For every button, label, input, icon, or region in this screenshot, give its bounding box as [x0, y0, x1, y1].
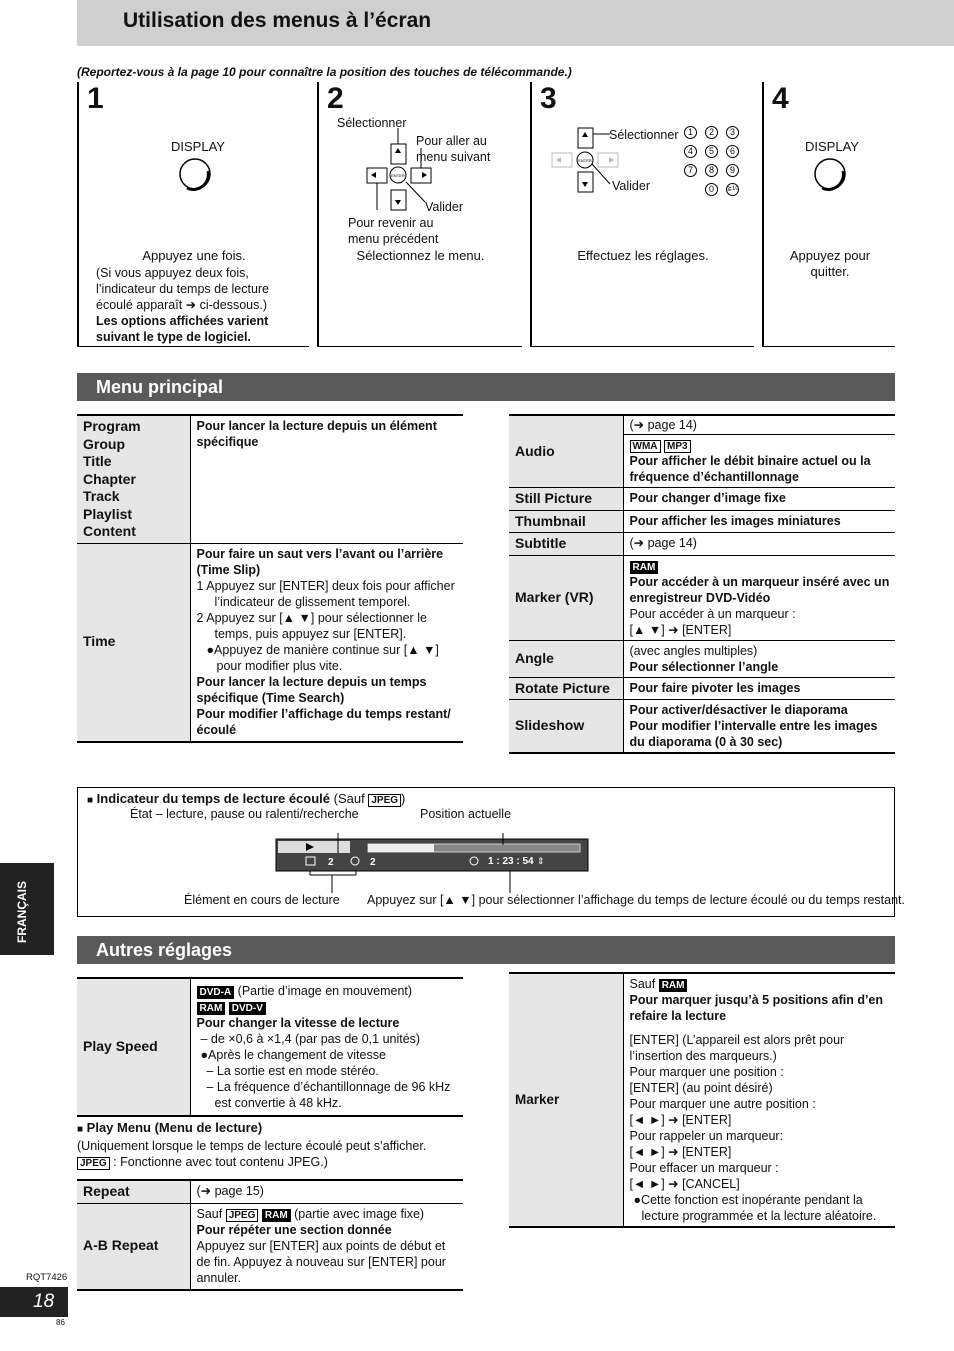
marker-line-1: Pour accéder à un marqueur : [629, 606, 796, 621]
key-repeat: Repeat [77, 1180, 190, 1203]
display-button-label: DISPLAY [171, 139, 225, 154]
step-1 [77, 82, 309, 347]
number-key-2: 2 [705, 126, 718, 139]
step-caption: Appuyez pour quitter. [789, 248, 871, 279]
marker-line-1: [ENTER] (L’appareil est alors prêt pour l’insertion des marqueurs.) [629, 1033, 845, 1063]
model-number: RQT7426 [26, 1272, 68, 1283]
step-caption: Effectuez les réglages. [577, 248, 709, 263]
chapter-icon [348, 855, 362, 867]
subtitle-ref: (➜ page 14) [623, 533, 895, 556]
press-label: Appuyez sur [▲ ▼] pour sélectionner l’affichage du temps de lecture écoulé ou du temps restant. [367, 893, 906, 907]
audio-desc: Pour afficher le débit binaire actuel ou la fréquence d’échantillonnage [629, 454, 871, 484]
marker-line-8: Pour effacer un marqueur : [629, 1161, 779, 1175]
display-number-2: 2 [370, 857, 376, 868]
display-number-1: 2 [328, 857, 334, 868]
time-step-2: 2 Appuyez sur [▲ ▼] pour sélectionner le temps, puis appuyez sur [ENTER]. [196, 610, 427, 641]
table-value-cell [623, 435, 895, 488]
marker-desc: Pour accéder à un marqueur inséré avec un enregistreur DVD-Vidéo [629, 574, 890, 605]
key-audio: Audio [509, 415, 623, 488]
play-menu-title: Play Menu (Menu de lecture) [86, 1120, 263, 1135]
play-menu-note-1: (Uniquement lorsque le temps de lecture écoulé peut s’afficher. [77, 1139, 427, 1153]
current-item-label: Élément en cours de lecture [184, 893, 340, 907]
ram-tag: RAM [630, 561, 659, 574]
table-value-cell [190, 978, 463, 1116]
step-number: 1 [87, 82, 104, 115]
time-step-bullet: ●Appuyez de manière continue sur [▲ ▼] pour modifier plus vite. [206, 642, 439, 673]
key-title: Title [83, 453, 112, 469]
elapsed-time-indicator-box [77, 787, 906, 917]
display-time: 1 : 23 : 54 [488, 856, 534, 867]
table-value-cell [623, 640, 895, 677]
select-label: Sélectionner [337, 116, 407, 130]
table-value-cell [190, 415, 463, 543]
time-icon [468, 855, 480, 867]
svg-text:ENTER: ENTER [578, 158, 592, 163]
key-rotate-picture: Rotate Picture [509, 677, 623, 700]
table-row [509, 488, 895, 511]
title-icon [304, 855, 318, 867]
section-autres-reglages [77, 936, 895, 964]
number-key-11: ≧10 [726, 183, 739, 196]
validate-label: Valider [425, 200, 463, 214]
jpeg-tag: JPEG [226, 1209, 259, 1222]
display-button-icon [812, 156, 850, 194]
key-track: Track [83, 488, 120, 504]
step-2 [317, 82, 522, 347]
key-group: Group [83, 435, 125, 452]
table-row [77, 1203, 463, 1290]
square-bullet-icon: ■ [87, 795, 94, 806]
state-label: État – lecture, pause ou ralenti/recherche [130, 807, 359, 821]
still-desc: Pour changer d’image fixe [629, 491, 786, 505]
play-menu-note-2: : Fonctionne avec tout contenu JPEG.) [113, 1155, 328, 1169]
marker-bullet: ●Cette fonction est inopérante pendant la lecture programmée et la lecture aléatoire. [633, 1193, 877, 1223]
section-title: Autres réglages [96, 940, 233, 960]
up-down-icon: ⇕ [537, 856, 545, 866]
number-key-6: 6 [726, 145, 739, 158]
page-number: 18 [33, 1291, 55, 1312]
dvd-a-tag: DVD-A [197, 986, 235, 999]
marker-line-2: Pour marquer une position : [629, 1065, 784, 1079]
table-key-cell [77, 415, 190, 543]
play-speed-heading: Pour changer la vitesse de lecture [196, 1016, 400, 1030]
jpeg-tag: JPEG [368, 794, 401, 807]
ab-heading: Pour répéter une section donnée [196, 1222, 392, 1237]
ram-tag: RAM [262, 1209, 291, 1222]
table-row [509, 510, 895, 533]
language-label: FRANÇAIS [15, 881, 29, 943]
table-row [509, 415, 895, 435]
step-number: 3 [540, 82, 557, 115]
select-label: Sélectionner [609, 128, 679, 142]
marker-line-7: [◄ ►] ➜ [ENTER] [629, 1145, 732, 1159]
key-content: Content [83, 523, 136, 539]
key-ab-repeat: A-B Repeat [77, 1203, 190, 1290]
dvd-v-tag: DVD-V [229, 1002, 266, 1015]
time-display-heading: Pour modifier l’affichage du temps restant/ écoulé [196, 706, 451, 737]
marker-heading: Pour marquer jusqu’à 5 positions afin d’en refaire la lecture [629, 993, 884, 1023]
svg-text:ENTER: ENTER [391, 173, 405, 178]
indicator-close-paren: ) [401, 791, 406, 806]
indicator-title: Indicateur du temps de lecture écoulé [96, 791, 331, 806]
play-speed-note: (Partie d’image en mouvement) [237, 984, 413, 998]
ram-tag: RAM [659, 979, 688, 992]
table-row [77, 415, 463, 543]
wma-tag: WMA [630, 440, 661, 453]
audio-ref: (➜ page 14) [623, 415, 895, 435]
page-number-small: 86 [56, 1318, 65, 1327]
section-title: Menu principal [96, 377, 224, 397]
marker-line-4: Pour marquer une autre position : [629, 1097, 816, 1111]
table-row [509, 973, 895, 1227]
thumb-desc: Pour afficher les images miniatures [629, 513, 841, 528]
next-label: Pour aller au menu suivant [416, 134, 491, 164]
play-speed-table [77, 977, 463, 1117]
play-speed-line-3: – La sortie est en mode stéréo. [206, 1064, 379, 1078]
language-tab [0, 863, 54, 955]
key-marker-vr: Marker (VR) [509, 555, 623, 640]
step-number: 4 [772, 82, 789, 115]
step-caption: Sélectionnez le menu. [356, 248, 485, 263]
marker-line-6: Pour rappeler un marqueur: [629, 1129, 784, 1143]
main-menu-table-left [77, 414, 463, 743]
key-angle: Angle [509, 640, 623, 677]
page-number-box [0, 1287, 68, 1317]
mp3-tag: MP3 [664, 440, 691, 453]
desc-text: Pour lancer la lecture depuis un élément spécifique [196, 419, 437, 449]
step-4 [762, 82, 895, 347]
step-3 [530, 82, 754, 347]
marker-line-5: [◄ ►] ➜ [ENTER] [629, 1113, 732, 1127]
number-key-3: 3 [726, 126, 739, 139]
table-row [509, 700, 895, 754]
table-value-cell [190, 1203, 463, 1290]
reference-note: (Reportez-vous à la page 10 pour connaître la position des touches de télécommande.) [77, 65, 572, 79]
key-program: Program [83, 418, 141, 434]
time-step-1: 1 Appuyez sur [ENTER] deux fois pour afficher l’indicateur de glissement temporel. [196, 578, 455, 609]
play-speed-line-2: ●Après le changement de vitesse [200, 1048, 386, 1062]
repeat-table [77, 1179, 463, 1291]
jpeg-tag: JPEG [77, 1157, 110, 1170]
angle-desc: Pour sélectionner l’angle [629, 659, 779, 674]
play-menu-heading [77, 1120, 463, 1138]
key-play-speed: Play Speed [77, 978, 190, 1116]
number-key-10: 0 [705, 183, 718, 196]
marker-line-2: [▲ ▼] ➜ [ENTER] [629, 622, 732, 637]
table-row [77, 978, 463, 1116]
step-note: (Si vous appuyez deux fois, l’indicateur du temps de lecture écoulé apparaît ➜ ci-dessous.) [96, 266, 270, 312]
step-note-bold: Les options affichées varient suivant le type de logiciel. [96, 314, 269, 344]
page-title: Utilisation des menus à l’écran [123, 9, 432, 32]
marker-table [509, 972, 895, 1228]
repeat-ref: (➜ page 15) [190, 1180, 463, 1203]
table-value-cell [190, 543, 463, 742]
number-key-8: 8 [705, 164, 718, 177]
prev-label: Pour revenir au menu précédent [348, 216, 439, 246]
table-row [77, 1180, 463, 1203]
key-chapter: Chapter [83, 470, 136, 487]
header-bar [77, 0, 954, 46]
ram-tag: RAM [197, 1002, 226, 1015]
marker-lines [630, 1032, 892, 1192]
display-button-icon [177, 156, 215, 194]
table-row [509, 677, 895, 700]
key-subtitle: Subtitle [509, 533, 623, 556]
marker-line-9: [◄ ►] ➜ [CANCEL] [629, 1177, 740, 1191]
play-speed-line-4: – La fréquence d’échantillonnage de 96 kHz est convertie à 48 kHz. [206, 1080, 451, 1110]
ab-desc: Appuyez sur [ENTER] aux points de début et de fin. Appuyez à nouveau sur [ENTER] pour annuler. [196, 1238, 446, 1285]
key-marker: Marker [509, 973, 623, 1227]
rotate-desc: Pour faire pivoter les images [629, 680, 801, 695]
key-time: Time [77, 543, 190, 742]
number-key-1: 1 [684, 126, 697, 139]
main-menu-table-right [509, 414, 895, 754]
table-value-cell [623, 973, 895, 1227]
validate-label: Valider [612, 179, 650, 193]
step-number: 2 [327, 82, 344, 115]
square-bullet-icon: ■ [77, 1124, 84, 1135]
marker-sauf: Sauf [629, 977, 656, 991]
table-row [509, 640, 895, 677]
slideshow-desc-2: Pour modifier l’intervalle entre les images du diaporama (0 à 30 sec) [629, 719, 878, 749]
number-key-9: 9 [726, 164, 739, 177]
ab-sauf: Sauf [196, 1206, 223, 1221]
table-value-cell [623, 700, 895, 754]
number-key-4: 4 [684, 145, 697, 158]
key-playlist: Playlist [83, 505, 133, 522]
table-row [509, 555, 895, 640]
key-thumbnail: Thumbnail [509, 510, 623, 533]
indicator-sauf: (Sauf [333, 791, 365, 806]
play-speed-line-1: – de ×0,6 à ×1,4 (par pas de 0,1 unités) [200, 1032, 421, 1046]
number-key-7: 7 [684, 164, 697, 177]
key-still-picture: Still Picture [509, 488, 623, 511]
display-button-label: DISPLAY [805, 139, 859, 154]
step-caption: Appuyez une fois. [142, 248, 246, 263]
marker-line-3: [ENTER] (au point désiré) [629, 1081, 773, 1095]
time-slip-heading: Pour faire un saut vers l’avant ou l’arrière (Time Slip) [196, 546, 444, 577]
ab-note: (partie avec image fixe) [294, 1206, 425, 1221]
section-menu-principal [77, 373, 895, 401]
table-value-cell [623, 555, 895, 640]
time-search-heading: Pour lancer la lecture depuis un temps spécifique (Time Search) [196, 674, 427, 705]
number-key-5: 5 [705, 145, 718, 158]
play-menu-note [77, 1138, 463, 1170]
key-slideshow: Slideshow [509, 700, 623, 754]
angle-note: (avec angles multiples) [629, 643, 758, 658]
table-row [77, 543, 463, 742]
position-label: Position actuelle [420, 807, 512, 821]
slideshow-desc-1: Pour activer/désactiver le diaporama [629, 703, 848, 717]
table-row [509, 533, 895, 556]
